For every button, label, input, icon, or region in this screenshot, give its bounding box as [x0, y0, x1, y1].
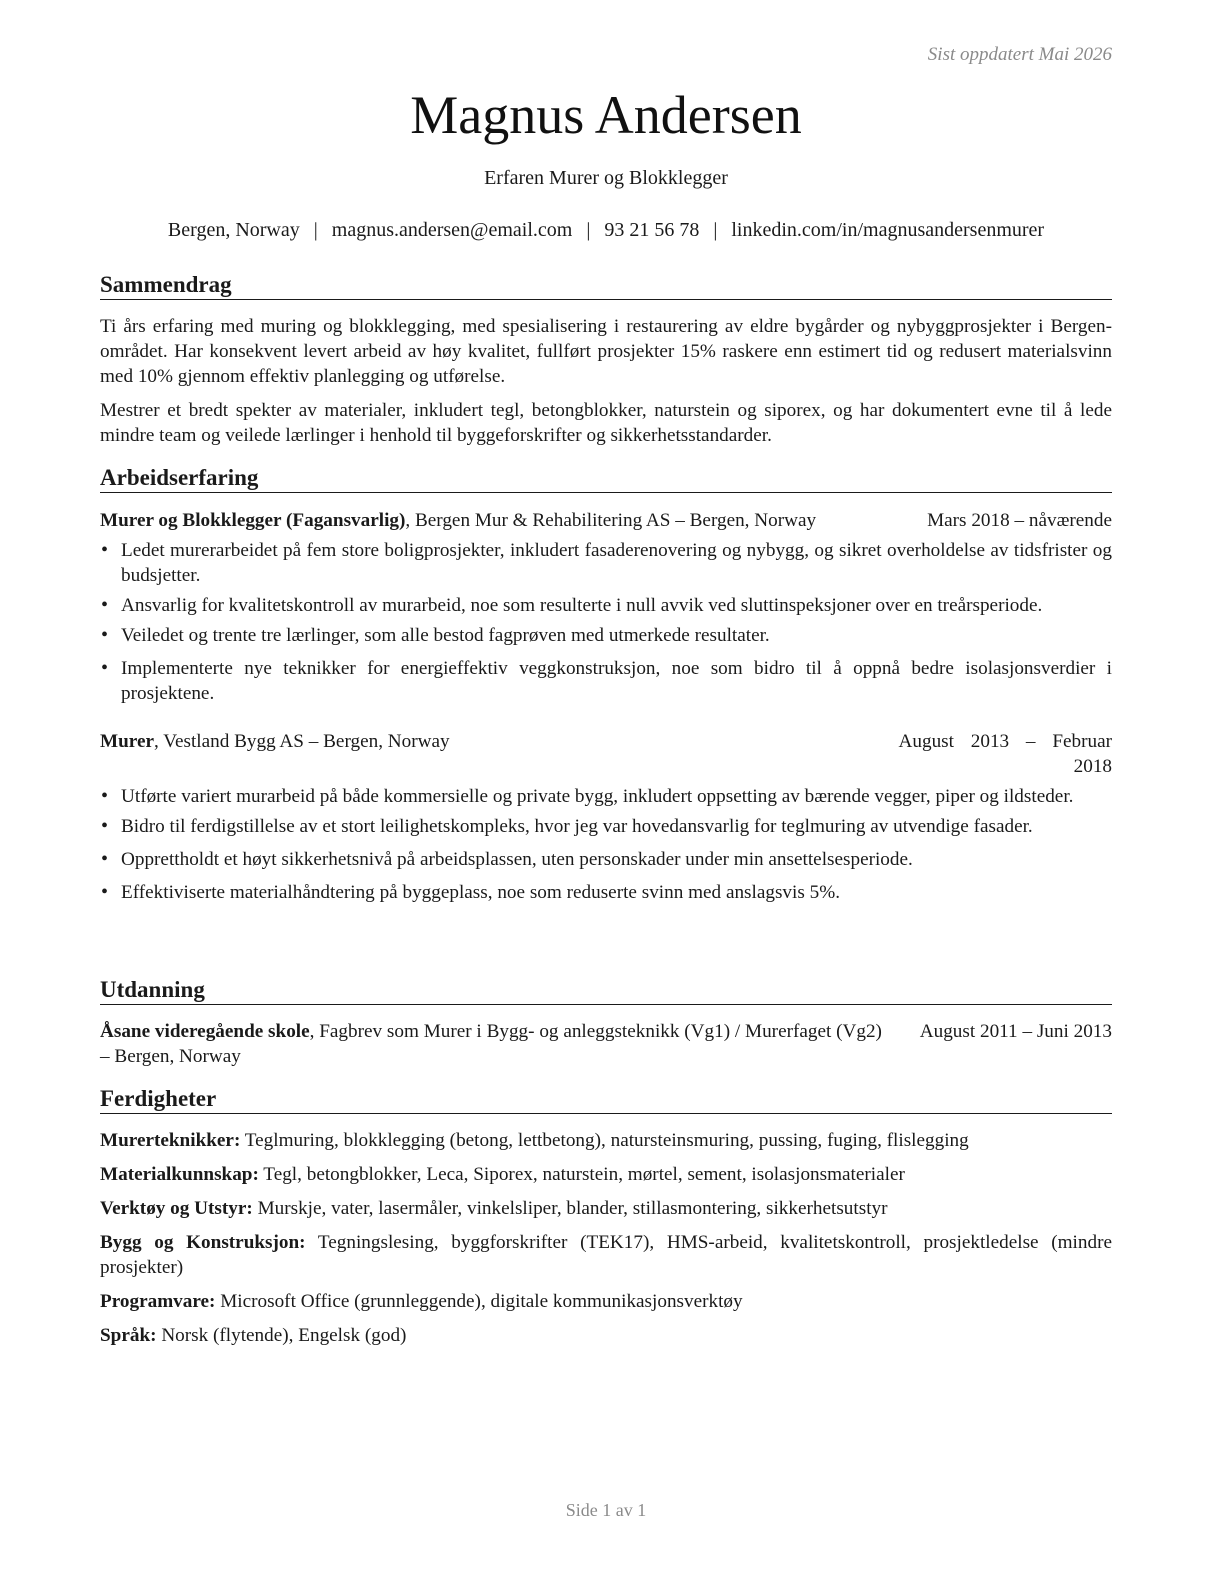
skill-value: Tegningslesing, byggforskrifter (TEK17), HMS-arbeid, kvalitetskontroll, prosjektledelse (mindre prosjekter) [100, 1232, 1112, 1278]
skill-value: Microsoft Office (grunnleggende), digitale kommunikasjonsverktøy [215, 1291, 743, 1312]
list-item: • Opprettholdt et høyt sikkerhetsnivå på arbeidsplassen, uten personskader under min ansettelsesperiode. [100, 847, 1112, 872]
skills-section [100, 1085, 1112, 1357]
job-dates [899, 729, 1112, 779]
education-entry [100, 1019, 1112, 1069]
job-dates-line-2: 2018 [1073, 756, 1112, 777]
job-header [100, 508, 1112, 533]
skill-label: Bygg og Konstruksjon: [100, 1232, 306, 1253]
experience-section [100, 464, 1112, 905]
skill-row [100, 1323, 1112, 1348]
list-item: • Veiledet og trente tre lærlinger, som alle bestod fagprøven med utmerkede resultater. [100, 623, 1112, 648]
list-item: • Utførte variert murarbeid på både kommersielle og private bygg, inkludert oppsetting av bærende vegger, piper og ildsteder. [100, 784, 1112, 809]
job-bullets [100, 784, 1112, 905]
contact-linkedin[interactable]: linkedin.com/in/magnusandersenmurer [731, 219, 1045, 241]
list-item: • Bidro til ferdigstillelse av et stort leilighetskompleks, hvor jeg var hovedansvarlig for teglmuring av utvendige fasader. [100, 814, 1112, 839]
skill-label: Verktøy og Utstyr: [100, 1198, 253, 1219]
contact-location: Bergen, Norway [167, 219, 300, 241]
contact-email[interactable]: magnus.andersen@email.com [331, 219, 573, 241]
job-dates-line-1: August 2013 – Februar [898, 731, 1112, 752]
job-bullets [100, 538, 1112, 706]
job-title-line [100, 508, 907, 533]
skill-row [100, 1289, 1112, 1314]
skill-value: Norsk (flytende), Engelsk (god) [156, 1325, 407, 1346]
list-item: • Implementerte nye teknikker for energieffektiv veggkonstruksjon, noe som bidro til å oppnå bedre isolasjonsverdier i prosjektene. [100, 656, 1112, 706]
skill-row [100, 1196, 1112, 1221]
skill-value: Tegl, betongblokker, Leca, Siporex, naturstein, mørtel, sement, isolasjonsmaterialer [258, 1164, 905, 1185]
education-dates: August 2011 – Juni 2013 [919, 1021, 1112, 1042]
section-heading: Utdanning [100, 976, 1112, 1005]
resume-page [100, 0, 1112, 1584]
skill-label: Materialkunnskap: [100, 1164, 259, 1185]
candidate-tagline: Erfaren Murer og Blokklegger [484, 167, 728, 189]
candidate-name: Magnus Andersen [410, 85, 802, 145]
skill-label: Murerteknikker: [100, 1130, 241, 1151]
job-role: Murer [100, 731, 154, 752]
summary-paragraph-1: Ti års erfaring med muring og blokklegging, med spesialisering i restaurering av eldre bygårder og nybyggprosjekter i Bergen-området. Har konsekvent levert arbeid av høy kvalitet, fullført prosjekter 15% raskere enn estimert tid og redusert materialsvinn med 10% gjennom effektiv planlegging og utførelse. [100, 316, 1112, 387]
contact-separator: | [313, 219, 318, 241]
summary-section [100, 271, 1112, 448]
section-heading: Sammendrag [100, 271, 1112, 300]
skill-row [100, 1162, 1112, 1187]
section-heading: Arbeidserfaring [100, 464, 1112, 493]
last-updated: Sist oppdatert Mai 2026 [927, 44, 1112, 65]
skill-row [100, 1128, 1112, 1153]
job-dates: Mars 2018 – nåværende [927, 510, 1112, 531]
skill-label: Programvare: [100, 1291, 216, 1312]
summary-paragraph-2: Mestrer et bredt spekter av materialer, inkludert tegl, betongblokker, naturstein og siporex, og har dokumentert evne til å lede mindre team og veilede lærlinger i henhold til byggeforskrifter og sikkerhetsstandarder. [100, 400, 1112, 446]
contact-separator: | [586, 219, 591, 241]
list-item: • Ledet murerarbeidet på fem store boligprosjekter, inkludert fasaderenovering og nybygg, og sikret overholdelse av tidsfrister og budsjetter. [100, 538, 1112, 588]
job-company: , Bergen Mur & Rehabilitering AS – Bergen, Norway [405, 510, 817, 531]
skill-value: Teglmuring, blokklegging (betong, lettbetong), natursteinsmuring, pussing, fuging, flislegging [240, 1130, 969, 1151]
education-section [100, 976, 1112, 1069]
list-item: • Effektiviserte materialhåndtering på byggeplass, noe som reduserte svinn med anslagsvis 5%. [100, 880, 1112, 905]
degree: , Fagbrev som Murer i Bygg- og anleggsteknikk (Vg1) / Murerfaget (Vg2) – Bergen, Norway [100, 1021, 882, 1067]
section-heading: Ferdigheter [100, 1085, 1112, 1114]
skill-label: Språk: [100, 1325, 157, 1346]
job-role: Murer og Blokklegger (Fagansvarlig) [100, 510, 406, 531]
job-header [100, 729, 1112, 779]
skills-list [100, 1128, 1112, 1348]
skill-value: Murskje, vater, lasermåler, vinkelsliper, blander, stillasmontering, sikkerhetsutstyr [252, 1198, 888, 1219]
school-name: Åsane videregående skole [100, 1021, 310, 1042]
contact-line [70, 219, 1142, 242]
skill-row [100, 1230, 1112, 1280]
job-company: , Vestland Bygg AS – Bergen, Norway [153, 731, 450, 752]
job-title-line [100, 729, 879, 779]
education-detail [100, 1019, 890, 1069]
contact-separator: | [713, 219, 718, 241]
contact-phone: 93 21 56 78 [604, 219, 700, 241]
list-item: • Ansvarlig for kvalitetskontroll av murarbeid, noe som resulterte i null avvik ved sluttinspeksjoner over en treårsperiode. [100, 593, 1112, 618]
page-number: Side 1 av 1 [565, 1500, 647, 1520]
